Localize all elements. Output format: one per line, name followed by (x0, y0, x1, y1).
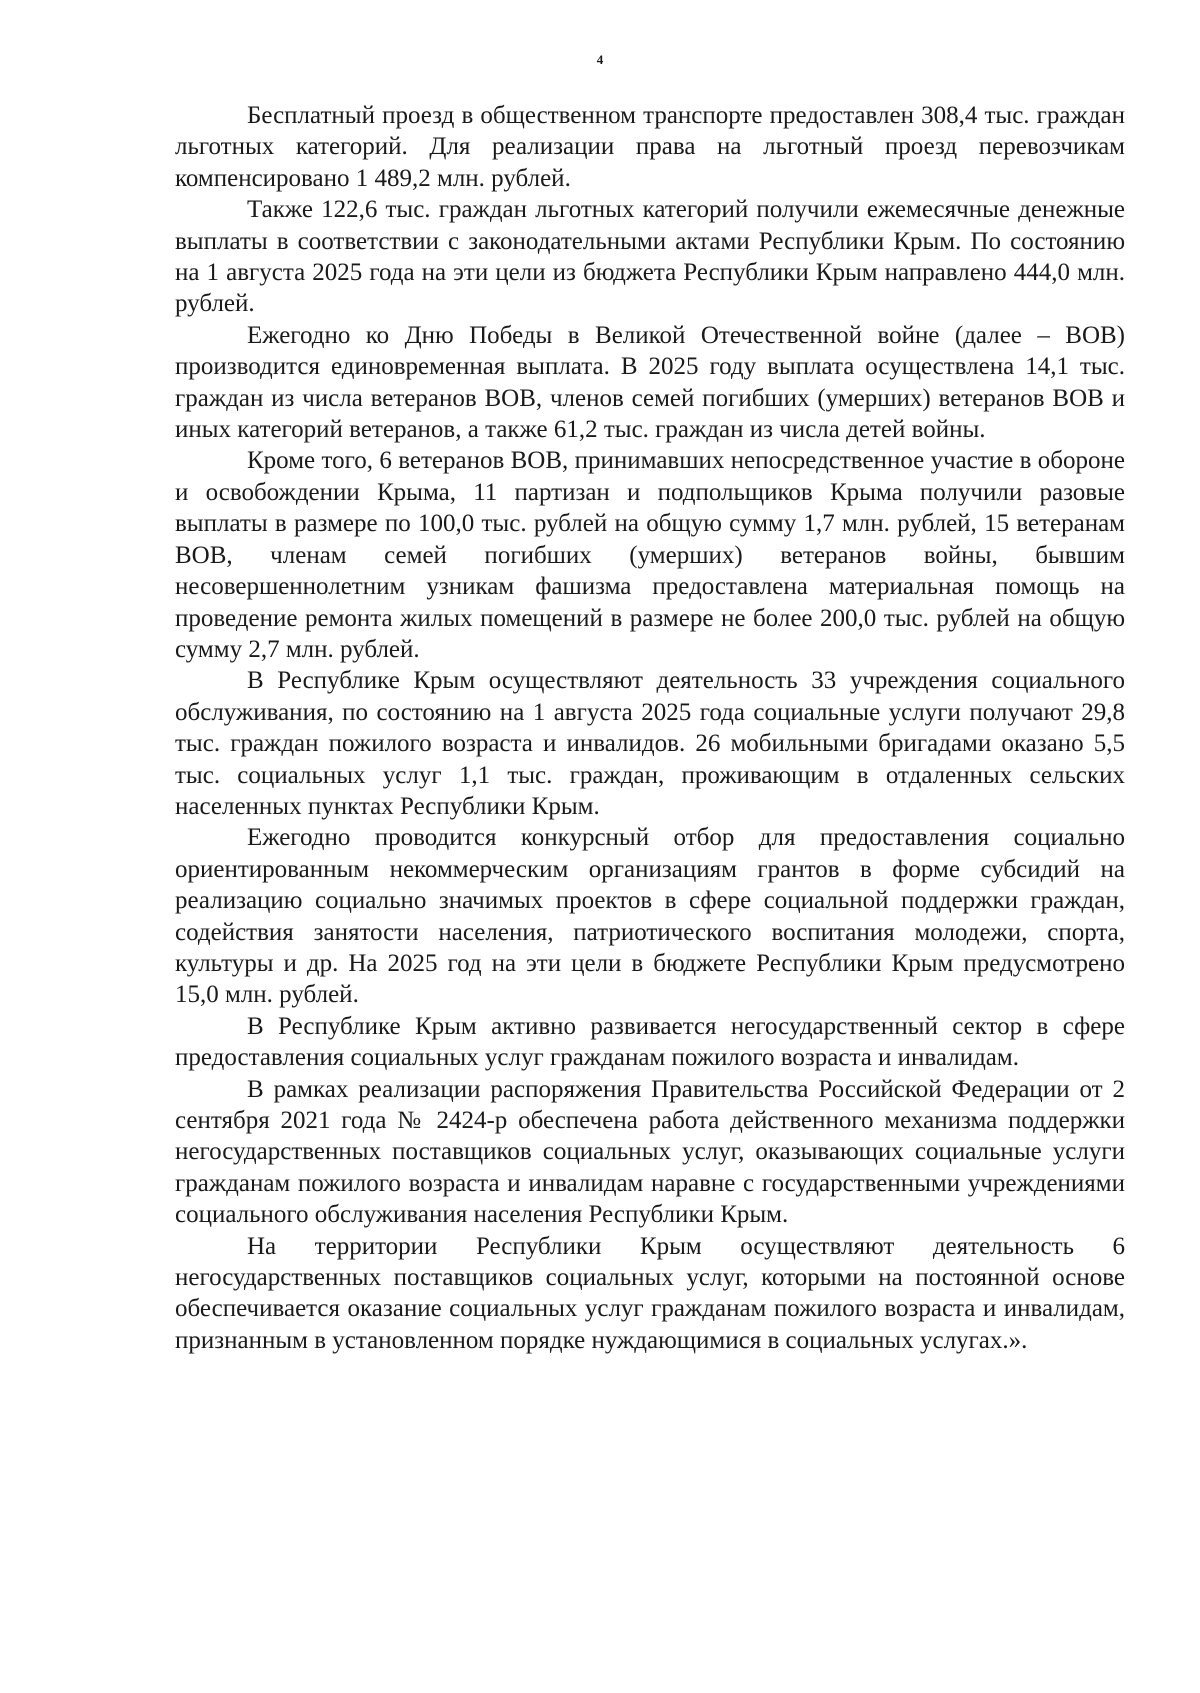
paragraph-veterans-assistance: Кроме того, 6 ветеранов ВОВ, принимавших непосредственное участие в обороне и освобождении Крыма, 11 партизан и подпольщиков Крыма получили разовые выплаты в размере по 100,0 тыс. рублей на общую сумму 1,7 млн. рублей, 15 ветеранам ВОВ, членам семей погибших (умерших) ветеранов войны, бывшим несовершеннолетним узникам фашизма предоставлена материальная помощь на проведение ремонта жилых помещений в размере не более 200,0 тыс. рублей на общую сумму 2,7 млн. рублей. (175, 447, 1125, 663)
page-number: 4 (596, 52, 604, 67)
paragraph-social-service-institutions: В Республике Крым осуществляют деятельность 33 учреждения социального обслуживания, по состоянию на 1 августа 2025 года социальные услуги получают 29,8 тыс. граждан пожилого возраста и инвалидов. 26 мобильными бригадами оказано 5,5 тыс. социальных услуг 1,1 тыс. граждан, проживающим в отдаленных сельских населенных пунктах Республики Крым. (175, 667, 1125, 820)
document-body (175, 100, 1125, 1356)
paragraph-monthly-payments: Также 122,6 тыс. граждан льготных категорий получили ежемесячные денежные выплаты в соответствии с законодательными актами Республики Крым. По состоянию на 1 августа 2025 года на эти цели из бюджета Республики Крым направлено 444,0 млн. рублей. (175, 196, 1125, 318)
paragraph-nko-grants: Ежегодно проводится конкурсный отбор для предоставления социально ориентированным некоммерческим организациям грантов в форме субсидий на реализацию социально значимых проектов в сфере социальной поддержки граждан, содействия занятости населения, патриотического воспитания молодежи, спорта, культуры и др. На 2025 год на эти цели в бюджете Республики Крым предусмотрено 15,0 млн. рублей. (175, 824, 1125, 1009)
paragraph-non-state-sector: В Республике Крым активно развивается негосударственный сектор в сфере предоставления социальных услуг гражданам пожилого возраста и инвалидам. (175, 1012, 1125, 1072)
paragraph-free-transport: Бесплатный проезд в общественном транспорте предоставлен 308,4 тыс. граждан льготных категорий. Для реализации права на льготный проезд перевозчикам компенсировано 1 489,2 млн. рублей. (175, 102, 1125, 192)
paragraph-government-order: В рамках реализации распоряжения Правительства Российской Федерации от 2 сентября 2021 года № 2424-р обеспечена работа действенного механизма поддержки негосударственных поставщиков социальных услуг, оказывающих социальные услуги гражданам пожилого возраста и инвалидам наравне с государственными учреждениями социального обслуживания населения Республики Крым. (175, 1075, 1125, 1229)
paragraph-non-state-providers: На территории Республики Крым осуществляют деятельность 6 негосударственных поставщиков социальных услуг, которыми на постоянной основе обеспечивается оказание социальных услуг гражданам пожилого возраста и инвалидам, признанным в установленном порядке нуждающимися в социальных услугах.». (175, 1232, 1125, 1354)
paragraph-victory-day-payment: Ежегодно ко Дню Победы в Великой Отечественной войне (далее – ВОВ) производится единовременная выплата. В 2025 году выплата осуществлена 14,1 тыс. граждан из числа ветеранов ВОВ, членов семей погибших (умерших) ветеранов ВОВ и иных категорий ветеранов, а также 61,2 тыс. граждан из числа детей войны. (175, 321, 1125, 444)
